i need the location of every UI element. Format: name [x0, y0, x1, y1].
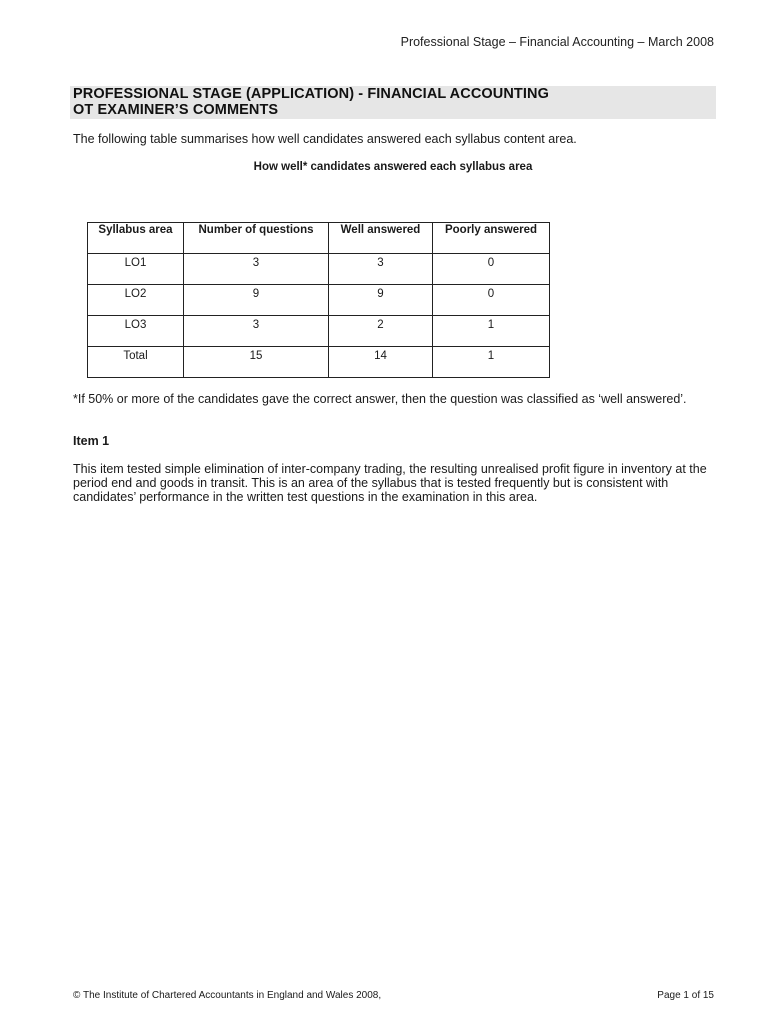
table-cell: LO1: [88, 254, 184, 285]
table-cell: 9: [329, 285, 433, 316]
table-cell: 1: [433, 347, 550, 378]
summary-table: [87, 222, 550, 378]
title-block: [70, 86, 716, 119]
page-subtitle: OT EXAMINER’S COMMENTS: [73, 102, 279, 118]
table-cell: LO2: [88, 285, 184, 316]
table-footnote: *If 50% or more of the candidates gave the correct answer, then the question was classified as ‘well answered’.: [73, 392, 687, 406]
table-row: [88, 254, 550, 285]
table-cell: 2: [329, 316, 433, 347]
table-cell: 1: [433, 316, 550, 347]
table-cell: 3: [184, 316, 329, 347]
table-cell: 0: [433, 285, 550, 316]
item-1-heading: Item 1: [73, 434, 110, 448]
running-header: Professional Stage – Financial Accounting – March 2008: [400, 35, 714, 49]
item-1-body: This item tested simple elimination of inter-company trading, the resulting unrealised profit figure in inventory at the period end and goods in transit. This is an area of the syllabus that is tested frequently but is consistent with candidates’ performance in the written test questions in the examination in this area.: [73, 462, 707, 504]
table-row-total: [88, 347, 550, 378]
column-header: Syllabus area: [88, 223, 184, 254]
table-cell: LO3: [88, 316, 184, 347]
column-header: Well answered: [329, 223, 433, 254]
table-header-row: [88, 223, 550, 254]
table-cell: 9: [184, 285, 329, 316]
table-caption: How well* candidates answered each syllabus area: [253, 161, 533, 173]
table-cell: 3: [184, 254, 329, 285]
table-row: [88, 285, 550, 316]
table-cell: 0: [433, 254, 550, 285]
table-cell: Total: [88, 347, 184, 378]
footer-copyright: © The Institute of Chartered Accountants in England and Wales 2008,: [73, 990, 382, 1001]
column-header: Poorly answered: [433, 223, 550, 254]
footer-page-number: Page 1 of 15: [657, 990, 714, 1001]
intro-paragraph: The following table summarises how well candidates answered each syllabus content area.: [73, 132, 577, 146]
table-cell: 15: [184, 347, 329, 378]
table-row: [88, 316, 550, 347]
table-cell: 14: [329, 347, 433, 378]
column-header: Number of questions: [184, 223, 329, 254]
table-cell: 3: [329, 254, 433, 285]
page-title: PROFESSIONAL STAGE (APPLICATION) - FINANCIAL ACCOUNTING: [73, 86, 549, 102]
